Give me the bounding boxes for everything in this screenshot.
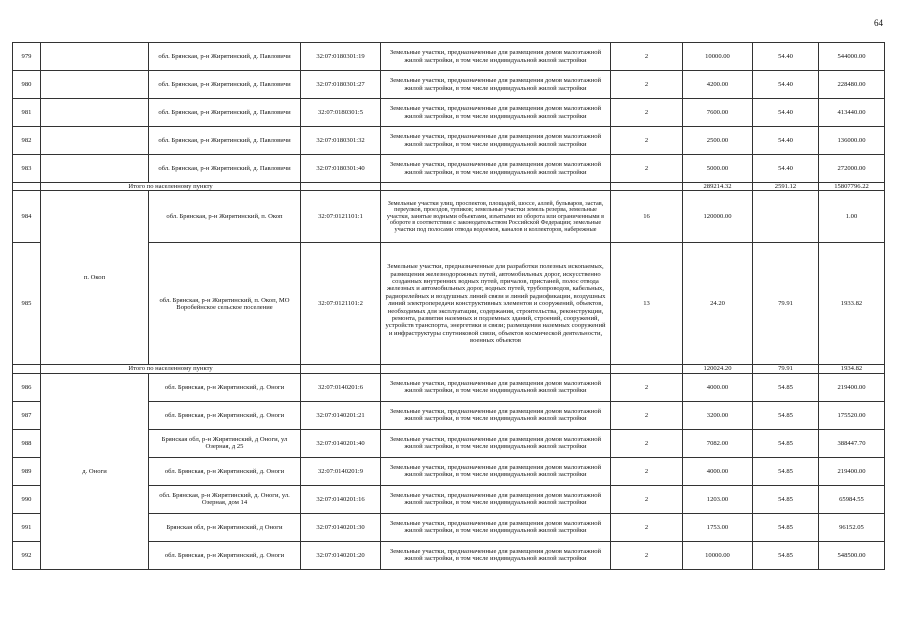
area-cell: 10000.00 — [683, 43, 753, 71]
subtotal-label: Итого по населенному пункту — [41, 365, 301, 373]
address-cell: обл. Брянская, р-н Жирятинский, д. Павловичи — [149, 43, 301, 71]
cadastral-value-cell: 65984.55 — [819, 485, 885, 513]
row-number-cell: 983 — [13, 155, 41, 183]
table-row — [13, 99, 885, 127]
cadastral-value-cell: 544000.00 — [819, 43, 885, 71]
specific-value-cell: 79.91 — [753, 243, 819, 365]
area-cell: 1203.00 — [683, 485, 753, 513]
cadastral-number-cell: 32:07:0140201:6 — [301, 373, 381, 401]
locality-cell — [41, 71, 149, 99]
row-number-cell: 985 — [13, 243, 41, 365]
specific-value-cell: 54.85 — [753, 401, 819, 429]
land-use-cell: Земельные участки, предназначенные для размещения домов малоэтажной жилой застройки, в том числе индивидуальной жилой застройки — [381, 485, 611, 513]
land-use-cell: Земельные участки, предназначенные для размещения домов малоэтажной жилой застройки, в том числе индивидуальной жилой застройки — [381, 373, 611, 401]
cadastral-value-cell: 219400.00 — [819, 373, 885, 401]
cadastral-number-cell: 32:07:0121101:1 — [301, 191, 381, 243]
area-cell: 10000.00 — [683, 541, 753, 569]
cadastral-number-cell: 32:07:0180301:27 — [301, 71, 381, 99]
specific-value-cell: 54.85 — [753, 485, 819, 513]
land-use-cell: Земельные участки, предназначенные для разработки полезных ископаемых, размещения железнодорожных путей, автомобильных дорог, искусственно созданных внутренних водных путей, причалов, пристаней, полос отвода железных и автомобильных дорог, водных путей, трубопроводов, кабельных, радиорелейных и воздушных линий связи и линий радиофикации, воздушных линий электропередачи конструктивных элементов и сооружений, объектов, необходимых для эксплуатации, содержания, строительства, реконструкции, ремонта, развития наземных и подземных зданий, строений, сооружений, устройств транспорта, энергетики и связи; размещения наземных сооружений и инфраструктуры спутниковой связи, объектов космической деятельности, военных объектов — [381, 243, 611, 365]
land-use-cell: Земельные участки, предназначенные для размещения домов малоэтажной жилой застройки, в том числе индивидуальной жилой застройки — [381, 155, 611, 183]
area-cell: 7600.00 — [683, 99, 753, 127]
row-number-cell: 981 — [13, 99, 41, 127]
row-number-cell: 979 — [13, 43, 41, 71]
group-number-cell: 2 — [611, 457, 683, 485]
specific-value-cell: 54.85 — [753, 373, 819, 401]
group-number-cell: 2 — [611, 99, 683, 127]
area-cell: 5000.00 — [683, 155, 753, 183]
locality-cell — [41, 155, 149, 183]
table-row — [13, 373, 885, 401]
subtotal-row — [13, 183, 885, 191]
cadastral-number-cell: 32:07:0180301:40 — [301, 155, 381, 183]
address-cell: обл. Брянская, р-н Жирятинский, д. Павловичи — [149, 127, 301, 155]
land-use-cell: Земельные участки, предназначенные для размещения домов малоэтажной жилой застройки, в том числе индивидуальной жилой застройки — [381, 541, 611, 569]
subtotal-label: Итого по населенному пункту — [41, 183, 301, 191]
cadastral-number-cell: 32:07:0140201:9 — [301, 457, 381, 485]
subtotal-specific-value: 2591.12 — [753, 183, 819, 191]
subtotal-specific-value: 79.91 — [753, 365, 819, 373]
land-use-cell: Земельные участки, предназначенные для размещения домов малоэтажной жилой застройки, в том числе индивидуальной жилой застройки — [381, 127, 611, 155]
specific-value-cell: 54.40 — [753, 43, 819, 71]
land-use-cell: Земельные участки, предназначенные для размещения домов малоэтажной жилой застройки, в том числе индивидуальной жилой застройки — [381, 99, 611, 127]
empty-cell — [13, 183, 41, 191]
land-use-cell: Земельные участки, предназначенные для размещения домов малоэтажной жилой застройки, в том числе индивидуальной жилой застройки — [381, 71, 611, 99]
subtotal-row — [13, 365, 885, 373]
address-cell: обл. Брянская, р-н Жирятинский, д. Оноги, ул. Озерная, дом 14 — [149, 485, 301, 513]
area-cell: 4000.00 — [683, 457, 753, 485]
group-number-cell: 2 — [611, 155, 683, 183]
group-number-cell: 13 — [611, 243, 683, 365]
area-cell: 7082.00 — [683, 429, 753, 457]
empty-cell — [381, 365, 611, 373]
cadastral-number-cell: 32:07:0140201:30 — [301, 513, 381, 541]
cadastral-value-cell: 272000.00 — [819, 155, 885, 183]
cadastral-value-cell: 548500.00 — [819, 541, 885, 569]
row-number-cell: 980 — [13, 71, 41, 99]
subtotal-area: 289214.32 — [683, 183, 753, 191]
table-row — [13, 43, 885, 71]
specific-value-cell: 54.40 — [753, 99, 819, 127]
cadastral-value-cell: 228480.00 — [819, 71, 885, 99]
subtotal-area: 120024.20 — [683, 365, 753, 373]
empty-cell — [301, 183, 381, 191]
group-number-cell: 2 — [611, 43, 683, 71]
group-number-cell: 2 — [611, 541, 683, 569]
group-number-cell: 2 — [611, 373, 683, 401]
area-cell: 4200.00 — [683, 71, 753, 99]
cadastral-value-cell: 1933.82 — [819, 243, 885, 365]
group-number-cell: 2 — [611, 485, 683, 513]
locality-cell — [41, 127, 149, 155]
row-number-cell: 982 — [13, 127, 41, 155]
specific-value-cell: 54.85 — [753, 541, 819, 569]
row-number-cell: 992 — [13, 541, 41, 569]
row-number-cell: 988 — [13, 429, 41, 457]
specific-value-cell: 54.40 — [753, 127, 819, 155]
area-cell: 120000.00 — [683, 191, 753, 243]
land-use-cell: Земельные участки, предназначенные для размещения домов малоэтажной жилой застройки, в том числе индивидуальной жилой застройки — [381, 43, 611, 71]
locality-cell — [41, 43, 149, 71]
cadastral-value-cell: 388447.70 — [819, 429, 885, 457]
subtotal-cadastral-value: 1934.82 — [819, 365, 885, 373]
address-cell: обл. Брянская, р-н Жирятинский, д. Оноги — [149, 373, 301, 401]
row-number-cell: 990 — [13, 485, 41, 513]
cadastral-number-cell: 32:07:0140201:20 — [301, 541, 381, 569]
address-cell: Брянская обл, р-н Жирятинский, д Оноги — [149, 513, 301, 541]
cadastral-value-cell: 136000.00 — [819, 127, 885, 155]
specific-value-cell: 54.40 — [753, 155, 819, 183]
empty-cell — [13, 365, 41, 373]
cadastral-number-cell: 32:07:0140201:21 — [301, 401, 381, 429]
group-number-cell: 2 — [611, 401, 683, 429]
specific-value-cell: 54.85 — [753, 429, 819, 457]
row-number-cell: 989 — [13, 457, 41, 485]
area-cell: 1753.00 — [683, 513, 753, 541]
cadastral-number-cell: 32:07:0140201:16 — [301, 485, 381, 513]
subtotal-cadastral-value: 15807796.22 — [819, 183, 885, 191]
address-cell: обл. Брянская, р-н Жирятинский, п. Окоп — [149, 191, 301, 243]
address-cell: Брянская обл, р-н Жирятинский, д Оноги, ул Озерная, д 25 — [149, 429, 301, 457]
group-number-cell: 2 — [611, 513, 683, 541]
land-use-cell: Земельные участки, предназначенные для размещения домов малоэтажной жилой застройки, в том числе индивидуальной жилой застройки — [381, 429, 611, 457]
specific-value-cell: 54.40 — [753, 71, 819, 99]
specific-value-cell: 54.85 — [753, 457, 819, 485]
cadastral-value-cell: 1.00 — [819, 191, 885, 243]
empty-cell — [611, 365, 683, 373]
address-cell: обл. Брянская, р-н Жирятинский, д. Оноги — [149, 541, 301, 569]
cadastral-value-cell: 413440.00 — [819, 99, 885, 127]
empty-cell — [611, 183, 683, 191]
area-cell: 4000.00 — [683, 373, 753, 401]
row-number-cell: 987 — [13, 401, 41, 429]
cadastral-number-cell: 32:07:0121101:2 — [301, 243, 381, 365]
area-cell: 3200.00 — [683, 401, 753, 429]
group-number-cell: 16 — [611, 191, 683, 243]
group-number-cell: 2 — [611, 429, 683, 457]
row-number-cell: 986 — [13, 373, 41, 401]
land-use-cell: Земельные участки, предназначенные для размещения домов малоэтажной жилой застройки, в том числе индивидуальной жилой застройки — [381, 401, 611, 429]
table-row — [13, 71, 885, 99]
cadastral-number-cell: 32:07:0180301:5 — [301, 99, 381, 127]
area-cell: 24.20 — [683, 243, 753, 365]
address-cell: обл. Брянская, р-н Жирятинский, д. Оноги — [149, 401, 301, 429]
address-cell: обл. Брянская, р-н Жирятинский, д. Павловичи — [149, 99, 301, 127]
specific-value-cell: 54.85 — [753, 513, 819, 541]
cadastral-number-cell: 32:07:0180301:19 — [301, 43, 381, 71]
table-row — [13, 155, 885, 183]
locality-cell: п. Окоп — [41, 191, 149, 365]
cadastral-number-cell: 32:07:0140201:40 — [301, 429, 381, 457]
locality-cell — [41, 99, 149, 127]
address-cell: обл. Брянская, р-н Жирятинский, д. Павловичи — [149, 71, 301, 99]
specific-value-cell — [753, 191, 819, 243]
address-cell: обл. Брянская, р-н Жирятинский, д. Оноги — [149, 457, 301, 485]
empty-cell — [381, 183, 611, 191]
row-number-cell: 984 — [13, 191, 41, 243]
address-cell: обл. Брянская, р-н Жирятинский, п. Окоп, МО Воробейнское сельское поселение — [149, 243, 301, 365]
table-row — [13, 127, 885, 155]
cadastral-number-cell: 32:07:0180301:32 — [301, 127, 381, 155]
row-number-cell: 991 — [13, 513, 41, 541]
cadastral-value-cell: 175520.00 — [819, 401, 885, 429]
land-use-cell: Земельные участки, предназначенные для размещения домов малоэтажной жилой застройки, в том числе индивидуальной жилой застройки — [381, 457, 611, 485]
cadastral-value-cell: 96152.05 — [819, 513, 885, 541]
land-use-cell: Земельные участки, предназначенные для размещения домов малоэтажной жилой застройки, в том числе индивидуальной жилой застройки — [381, 513, 611, 541]
locality-cell: д. Оноги — [41, 373, 149, 569]
land-use-cell: Земельные участки улиц, проспектов, площадей, шоссе, аллей, бульваров, застав, переулков, проездов, тупиков; земельные участки земель резерва, земельные участки, занятые водными объектами, изъятыми из оборота или ограниченными в обороте в соответствии с законодательством Российской Федерации; земельные участки под полосами отвода водоемов, каналов и коллекторов, набережные — [381, 191, 611, 243]
group-number-cell: 2 — [611, 127, 683, 155]
area-cell: 2500.00 — [683, 127, 753, 155]
empty-cell — [301, 365, 381, 373]
group-number-cell: 2 — [611, 71, 683, 99]
address-cell: обл. Брянская, р-н Жирятинский, д. Павловичи — [149, 155, 301, 183]
land-registry-table — [12, 42, 885, 570]
cadastral-value-cell: 219400.00 — [819, 457, 885, 485]
page-number: 64 — [874, 18, 883, 28]
table-row — [13, 191, 885, 243]
